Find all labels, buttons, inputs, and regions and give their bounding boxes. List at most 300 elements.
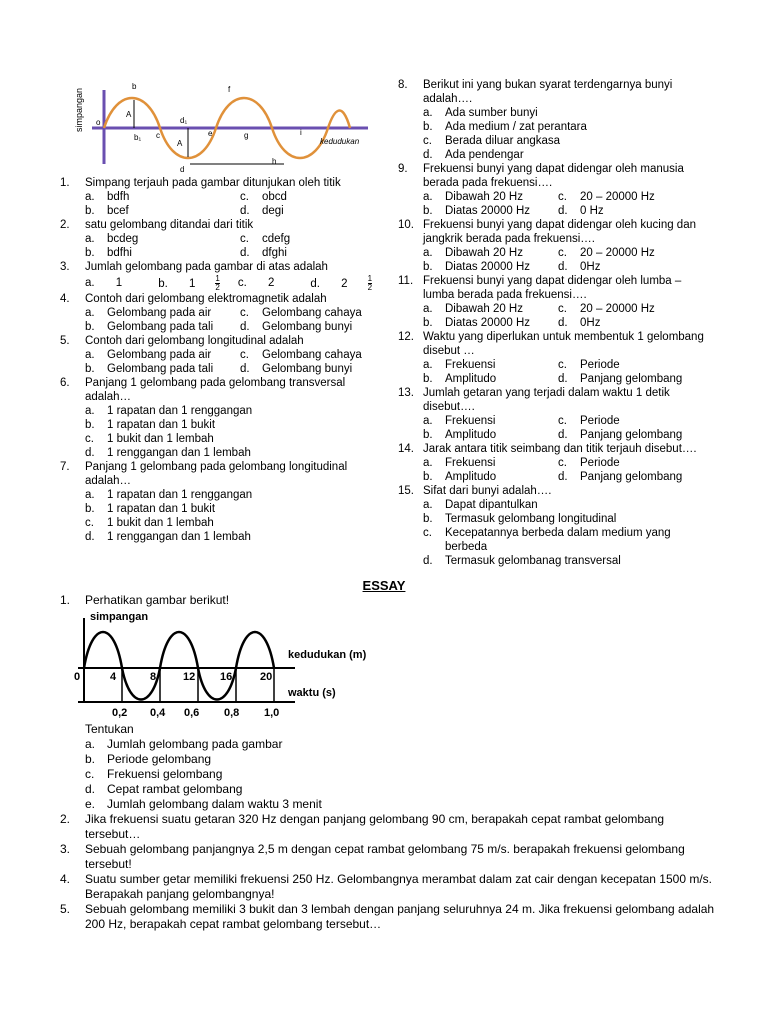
option-grid [398,302,708,330]
option-letter: a. [423,303,433,315]
option-text: Frekuensi gelombang [107,767,223,781]
figure2-t-tick: 1,0 [264,707,280,719]
option-text: Frekuensi [445,415,496,427]
option-letter: b. [158,277,168,290]
option-letter: d. [558,429,568,441]
fraction-denominator: 2 [367,283,373,292]
option-letter: b. [423,261,433,273]
option-grid [398,414,708,442]
option-item [85,246,240,260]
option-item [85,782,720,797]
figure1-label-b: b [132,82,137,91]
option-text: 0 Hz [580,205,604,217]
option-row [423,372,708,386]
question-number: 1. [60,177,70,189]
figure1-y-label: simpangan [74,87,84,132]
option-letter: d. [240,321,250,333]
question-text: Sebuah gelombang memiliki 3 bukit dan 3 lembah dengan panjang seluruhnya 24 m. Jika frekuensi gelombang adalah 200 Hz, berapakah cepat rambat gelombang tersebut… [85,902,715,931]
option-item [423,512,708,526]
option-row [85,362,390,376]
option-item [85,232,240,246]
option-item [85,737,720,752]
option-text: 2 [267,277,275,289]
option-text: Gelombang pada air [107,349,212,361]
question-14 [398,442,708,456]
option-item [240,348,362,362]
figure1-label-h: h [272,157,277,166]
option-grid [398,190,708,218]
question-number: 12. [398,331,414,343]
question-8 [398,78,708,106]
option-item [423,148,708,162]
option-item [423,190,558,204]
option-text: 0Hz [580,317,601,329]
option-text: Periode [580,359,620,371]
option-letter: b. [423,429,433,441]
option-letter: c. [240,191,249,203]
essay-title: ESSAY [362,578,406,593]
option-letter: d. [558,205,568,217]
option-text: Frekuensi [445,359,496,371]
figure1-label-d1: d₁ [180,116,188,125]
option-item [423,260,558,274]
right-question-column [398,78,708,568]
option-text: Termasuk gelombanag transversal [445,555,621,567]
question-text: Panjang 1 gelombang pada gelombang longitudinal adalah… [85,461,348,487]
option-text: Jumlah gelombang dalam waktu 3 menit [107,797,322,811]
question-text: Simpang terjauh pada gambar ditunjukan oleh titik [85,177,341,189]
option-item [423,526,708,554]
option-text: Dapat dipantulkan [445,499,538,511]
option-row [423,302,708,316]
option-item [85,752,720,767]
option-letter: b. [85,205,95,217]
question-text: Jumlah getaran yang terjadi dalam waktu 1 detik disebut…. [423,387,670,413]
option-row [85,190,390,204]
option-text: Diatas 20000 Hz [445,317,531,329]
figure2-t-label: waktu (s) [288,687,336,699]
option-item [423,414,558,428]
option-item [238,275,293,292]
figure2-y-label: simpangan [90,611,149,623]
figure2-x-label: kedudukan (m) [288,649,367,661]
option-item [85,348,240,362]
option-letter: a. [85,349,95,361]
option-text: 1 bukit dan 1 lembah [107,517,214,529]
essay-question-2 [60,812,720,842]
essay-question-1: 1. Perhatikan gambar berikut! [60,593,230,607]
option-letter: a. [85,737,96,751]
option-item [85,488,390,502]
option-item [558,372,682,386]
option-item [85,767,720,782]
figure1-label-c: c [156,131,160,140]
option-text: Gelombang bunyi [262,363,353,375]
essay-tentukan: Tentukan [85,722,134,736]
option-text: obcd [262,191,287,203]
essay-other-questions [60,812,720,932]
question-number: 3. [60,261,70,273]
option-item [558,190,655,204]
question-number: 8. [398,79,408,91]
option-text: 1 rapatan dan 1 bukit [107,419,216,431]
option-letter: c. [423,527,432,539]
option-text: dfghi [262,247,287,259]
option-letter: a. [423,359,433,371]
option-text: Amplitudo [445,429,497,441]
option-row [423,358,708,372]
question-text: Sebuah gelombang panjangnya 2,5 m dengan cepat rambat gelombang 75 m/s. berapakah frekuensi gelombang tersebut! [85,842,685,871]
option-text: 1 [115,277,123,289]
question-number: 10. [398,219,414,231]
question-text: Jika frekuensi suatu getaran 320 Hz dengan panjang gelombang 90 cm, berapakah cepat rambat gelombang tersebut… [85,812,665,841]
option-item [85,418,390,432]
question-number: 11. [398,275,414,287]
option-letter: b. [423,121,433,133]
figure2-x-tick: 8 [150,671,157,683]
option-letter: a. [85,489,95,501]
question-number: 4. [60,293,70,305]
option-fraction [368,275,372,292]
option-text: Kecepatannya berbeda dalam medium yang berbeda [445,527,671,553]
option-list [60,404,390,460]
essay-question-3 [60,842,720,872]
question-number: 9. [398,163,408,175]
option-letter: d. [310,277,320,290]
option-text: Cepat rambat gelombang [107,782,243,796]
option-text: Periode gelombang [107,752,212,766]
option-letter: d. [85,782,96,796]
option-letter: d. [240,363,250,375]
option-letter: a. [423,415,433,427]
option-row [85,204,390,218]
option-item [85,190,240,204]
option-letter: c. [85,433,94,445]
option-row [85,348,390,362]
option-row [423,456,708,470]
option-row [85,246,390,260]
option-grid [60,232,390,260]
option-item [240,362,352,376]
option-item [85,320,240,334]
option-letter: b. [423,471,433,483]
option-text: bcdeg [107,233,139,245]
option-text: Termasuk gelombang longitudinal [445,513,617,525]
option-letter: a. [85,307,95,319]
option-text: Dibawah 20 Hz [445,191,523,203]
option-row [423,190,708,204]
question-number: 4. [60,872,71,886]
option-row [423,414,708,428]
option-letter: d. [240,247,250,259]
option-letter: d. [558,471,568,483]
option-text: Gelombang bunyi [262,321,353,333]
question-number: 15. [398,485,414,497]
question-number: 7. [60,461,70,473]
option-letter: c. [423,135,432,147]
option-item [240,246,287,260]
option-text: bcef [107,205,129,217]
option-letter: d. [85,447,95,459]
question-number: 5. [60,902,71,916]
question-10 [398,218,708,246]
option-letter: c. [558,359,567,371]
option-letter: d. [85,531,95,543]
question-15 [398,484,708,498]
figure1-label-g: g [244,131,249,140]
option-item [423,302,558,316]
option-letter: e. [85,797,96,811]
essay-section [60,593,720,932]
option-text: Ada sumber bunyi [445,107,538,119]
question-text: Sifat dari bunyi adalah…. [423,485,552,497]
option-item [240,320,352,334]
option-text: Amplitudo [445,373,497,385]
option-item [85,275,140,292]
option-letter: b. [85,321,95,333]
fraction-numerator: 1 [215,274,220,283]
option-item [85,306,240,320]
figure2-x-tick: 0 [74,671,81,683]
option-item [85,516,390,530]
option-text: cdefg [262,233,291,245]
fraction-numerator: 1 [367,274,373,283]
figure1-label-i: i [300,128,302,137]
question-12 [398,330,708,358]
option-letter: a. [85,233,95,245]
option-letter: b. [85,419,95,431]
question-text: Contoh dari gelombang elektromagnetik adalah [85,293,327,305]
figure2-t-tick: 0,4 [150,707,166,719]
option-letter: c. [240,233,249,245]
option-text: Panjang gelombang [580,373,683,385]
option-letter: c. [85,767,95,781]
option-text: 1 rapatan dan 1 renggangan [107,489,253,501]
option-text: Frekuensi [445,457,496,469]
option-text: 1 bukit dan 1 lembah [107,433,214,445]
option-text: Amplitudo [445,471,497,483]
option-letter: b. [85,363,95,375]
option-item [240,190,287,204]
fraction-denominator: 2 [215,283,220,292]
option-letter: d. [558,373,568,385]
option-text: bdfhi [107,247,132,259]
option-letter: d. [423,555,433,567]
figure2-t-tick: 0,6 [184,707,200,719]
option-item [558,302,655,316]
option-text: Gelombang pada air [107,307,212,319]
option-letter: a. [423,499,433,511]
question-text: Suatu sumber getar memiliki frekuensi 250 Hz. Gelombangnya merambat dalam zat cair dengan kecepatan 1500 m/s. Berapakah panjang gelombangnya! [85,872,712,901]
wave-figure-2 [70,610,400,722]
option-letter: c. [237,277,247,289]
question-11 [398,274,708,302]
option-grid [398,358,708,386]
essay-q1-options [60,737,720,812]
question-text: satu gelombang ditandai dari titik [85,219,254,231]
figure1-label-a2: A [177,139,183,148]
question-text: Berikut ini yang bukan syarat terdengarnya bunyi adalah…. [423,79,673,105]
option-text: 1 [188,277,196,290]
figure1-label-o: o [96,118,101,127]
option-item [85,797,720,812]
option-letter: a. [85,191,95,203]
option-text: 2 [341,277,348,290]
figure1-label-b1: b₁ [134,133,142,142]
option-item [423,134,708,148]
option-text: Gelombang pada tali [107,321,214,333]
option-text: Diatas 20000 Hz [445,205,531,217]
option-text: Gelombang cahaya [262,307,362,319]
option-row [85,320,390,334]
option-list [398,106,708,162]
option-text: bdfh [107,191,130,203]
option-item [85,404,390,418]
figure2-x-tick: 20 [260,671,273,683]
question-3 [60,260,390,274]
option-item [558,246,655,260]
option-letter: b. [85,247,95,259]
option-text: Panjang gelombang [580,429,683,441]
option-item [240,204,284,218]
option-item [423,456,558,470]
option-row [423,470,708,484]
option-text: 1 rapatan dan 1 bukit [107,503,216,515]
option-list [398,498,708,568]
option-item [558,456,620,470]
figure2-x-tick: 4 [110,671,117,683]
option-letter: c. [558,457,567,469]
option-letter: b. [423,513,433,525]
figure2-wave-curve [84,632,274,700]
option-grid [60,348,390,376]
option-item [240,306,362,320]
option-letter: a. [423,247,433,259]
option-text: Dibawah 20 Hz [445,303,523,315]
option-item [558,204,604,218]
question-1 [60,176,390,190]
option-item [85,446,390,460]
option-text: 20 – 20000 Hz [580,247,655,259]
question-5 [60,334,390,348]
option-grid [398,246,708,274]
option-item [558,260,600,274]
option-text: Panjang gelombang [580,471,683,483]
option-text: 20 – 20000 Hz [580,303,655,315]
question-2 [60,218,390,232]
option-letter: a. [423,457,433,469]
option-item [85,502,390,516]
option-letter: c. [240,349,249,361]
option-text: 1 rapatan dan 1 renggangan [107,405,253,417]
figure2-t-tick: 0,2 [112,707,128,719]
option-letter: a. [85,405,95,417]
option-item [423,120,708,134]
option-letter: d. [240,205,250,217]
option-row [423,246,708,260]
option-text: Ada pendengar [445,149,524,161]
option-letter: a. [423,107,433,119]
option-letter: a. [85,277,95,289]
option-text: Jumlah gelombang pada gambar [107,737,283,751]
figure1-x-label: kedudukan [320,137,360,146]
option-row [85,306,390,320]
option-row [423,260,708,274]
essay-question-4 [60,872,720,902]
figure1-label-f: f [228,85,231,94]
option-text: 1 renggangan dan 1 lembah [107,447,251,459]
question-number: 3. [60,842,71,856]
question-13 [398,386,708,414]
figure1-label-e: e [208,129,213,138]
option-item [558,316,600,330]
option-row [85,232,390,246]
option-letter: c. [558,247,567,259]
question-7 [60,460,390,488]
wave-figure-1 [62,78,372,178]
option-text: 20 – 20000 Hz [580,191,655,203]
option-item [85,362,240,376]
question-text: Frekuensi bunyi yang dapat didengar oleh kucing dan jangkrik berada pada frekuensi…. [423,219,696,245]
option-letter: c. [240,307,249,319]
option-text: Dibawah 20 Hz [445,247,523,259]
question-text: Frekuensi bunyi yang dapat didengar oleh lumba – lumba berada pada frekuensi…. [423,275,682,301]
option-text: Periode [580,415,620,427]
figure2-x-tick: 12 [183,671,196,683]
option-text: Periode [580,457,620,469]
question-text: Contoh dari gelombang longitudinal adalah [85,335,304,347]
option-list [60,488,390,544]
question-number: 6. [60,377,70,389]
option-item [158,275,220,292]
option-row [423,204,708,218]
option-item [85,432,390,446]
option-letter: d. [558,261,568,273]
essay-question-5 [60,902,720,932]
option-grid [398,456,708,484]
question-number: 5. [60,335,70,347]
option-item [423,498,708,512]
option-item [423,470,558,484]
inline-options [60,275,390,292]
option-text: Gelombang cahaya [262,349,362,361]
question-text: Jumlah gelombang pada gambar di atas adalah [85,261,328,273]
option-letter: c. [558,303,567,315]
option-letter: b. [423,373,433,385]
option-item [558,428,682,442]
question-6 [60,376,390,404]
option-item [558,358,620,372]
figure2-t-tick: 0,8 [224,707,240,719]
option-item [240,232,290,246]
option-text: Gelombang pada tali [107,363,214,375]
option-item [310,275,372,292]
option-letter: c. [558,415,567,427]
option-item [423,554,708,568]
figure2-x-tick: 16 [220,671,233,683]
option-item [423,358,558,372]
question-4 [60,292,390,306]
option-text: 0Hz [580,261,601,273]
figure1-label-d: d [180,165,185,174]
option-item [558,414,620,428]
option-item [423,204,558,218]
option-letter: d. [558,317,568,329]
option-letter: a. [423,191,433,203]
option-item [558,470,682,484]
option-text: Ada medium / zat perantara [445,121,587,133]
option-letter: b. [423,205,433,217]
